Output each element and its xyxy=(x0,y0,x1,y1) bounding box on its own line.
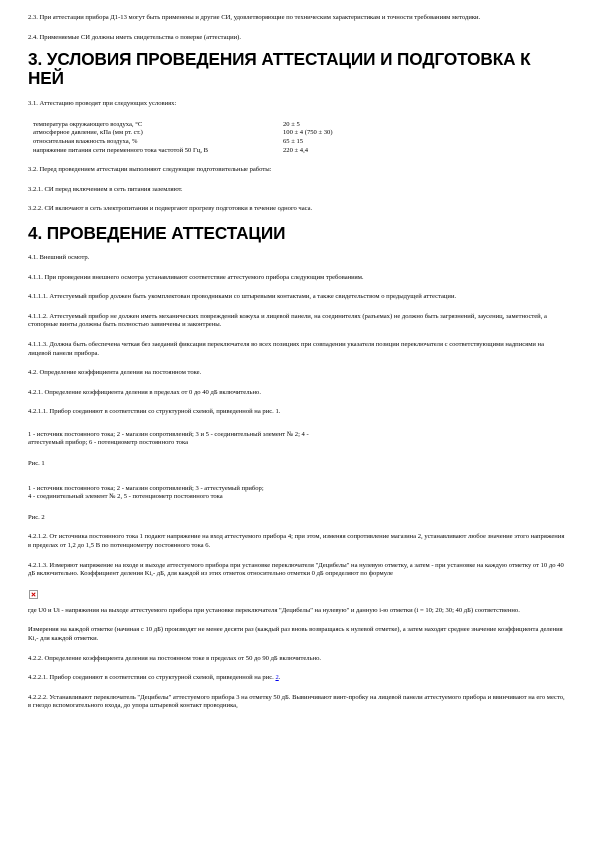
figure-2-legend-line-1: 1 - источник постоянного тока; 2 - магазин сопротивлений; 3 - аттестуемый прибор; xyxy=(28,484,264,492)
paragraph-4-1-1-1: 4.1.1.1. Аттестуемый прибор должен быть укомплектован проводниками со штыревыми контактами, а также свидетельством о предыдущей аттестации. xyxy=(28,293,457,301)
paragraph-2-3: 2.3. При аттестации прибора Д1-13 могут быть применены и другие СИ, удовлетворяющие по техническим характеристикам и точности требованиям методики. xyxy=(28,14,481,21)
table-row xyxy=(33,138,333,147)
paragraph-4-2: 4.2. Определение коэффициента деления на постоянном токе. xyxy=(28,369,202,377)
condition-value: 65 ± 15 xyxy=(283,137,304,145)
section-3-heading: 3. УСЛОВИЯ ПРОВЕДЕНИЯ АТТЕСТАЦИИ И ПОДГОТОВКА К НЕЙ xyxy=(28,49,531,89)
condition-name: относительная влажность воздуха, % xyxy=(33,137,138,145)
paragraph-4-2-1-2: 4.2.1.2. От источника постоянного тока 1 подают напряжение на вход аттестуемого прибора 4; при этом, изменяя сопротивление магазина 2, устанавливают любое значение этого напряжения в пределах от 1,2 до 1,5 В по потенциометру постоянного тока 6. xyxy=(28,533,565,550)
figure-2-caption: Рис. 2 xyxy=(28,513,45,521)
table-row xyxy=(33,129,333,138)
paragraph-4-1-1-3: 4.1.1.3. Должна быть обеспечена четкая без заеданий фиксация переключателя во всех позициях при совпадении указателя позиции переключателя с соответствующими надписями на лицевой панели прибора. xyxy=(28,340,544,357)
condition-name: температура окружающего воздуха, °С xyxy=(33,120,143,128)
condition-value: 220 ± 4,4 xyxy=(283,146,309,154)
formula-broken-image xyxy=(28,586,568,598)
paragraph-4-2-1: 4.2.1. Определение коэффициента деления в пределах от 0 до 40 дБ включительно. xyxy=(28,388,261,396)
table-row xyxy=(33,147,333,156)
paragraph-4-2-2-1 xyxy=(28,674,568,683)
table-row xyxy=(33,121,333,130)
paragraph-4-2-2: 4.2.2. Определение коэффициента деления на постоянном токе в пределах от 50 до 90 дБ включительно. xyxy=(28,654,322,662)
section-4-heading: 4. ПРОВЕДЕНИЕ АТТЕСТАЦИИ xyxy=(28,222,286,243)
broken-image-icon xyxy=(29,590,38,599)
paragraph-4-2-2-2: 4.2.2.2. Устанавливают переключатель "Децибелы" аттестуемого прибора 3 на отметку 50 дБ. Вывинчивают винт-пробку на лицевой панели аттестуемого прибора и ввинчивают на его место, в гнездо вспомогательного входа, до упора штыревой контакт проводника, xyxy=(28,693,565,710)
condition-value: 20 ± 5 xyxy=(283,120,300,128)
paragraph-4-1-1-2: 4.1.1.2. Аттестуемый прибор не должен иметь механических повреждений кожуха и лицевой панели, на соединителях (разъемах) не должно быть загрязнений, заусениц, заметностей, а стопорные винты должны быть полностью завинчены и законтрены. xyxy=(28,312,547,329)
paragraph-4-2-1-1: 4.2.1.1. Прибор соединяют в соответствии со структурной схемой, приведенной на рис. 1. xyxy=(28,408,281,416)
condition-name: атмосферное давление, кПа (мм рт. ст.) xyxy=(33,129,143,137)
paragraph-measurements: Измерения на каждой отметке (начиная с 10 дБ) производят не менее десяти раз (каждый раз вновь возвращаясь к нулевой отметке), а затем находят среднее значение коэффициента деления Ki,- для каждой отметки. xyxy=(28,626,563,642)
document-page xyxy=(28,14,568,711)
conditions-table xyxy=(33,121,333,155)
paragraph-4-2-2-1-text: 4.2.2.1. Прибор соединяют в соответствии со структурной схемой, приведенной на рис. xyxy=(28,674,276,682)
paragraph-3-1: 3.1. Аттестацию проводят при следующих условиях: xyxy=(28,100,177,108)
figure-2-legend-line-2: 4 - соединительный элемент № 2, 5 - потенциометр постоянного тока xyxy=(28,493,223,501)
condition-name: напряжение питания сети переменного тока частотой 50 Гц, В xyxy=(33,146,209,154)
paragraph-4-2-2-1-end: . xyxy=(278,674,281,682)
paragraph-4-1: 4.1. Внешний осмотр. xyxy=(28,253,90,261)
paragraph-3-2-1: 3.2.1. СИ перед включением в сеть питания заземляют. xyxy=(28,185,183,193)
figure-1-caption: Рис. 1 xyxy=(28,460,45,468)
figure-2-link[interactable]: 2 xyxy=(275,674,279,682)
paragraph-3-2-2: 3.2.2. СИ включают в сеть электропитания и подвергают прогреву подготовки в течение одного часа. xyxy=(28,205,313,213)
paragraph-4-1-1: 4.1.1. При проведении внешнего осмотра устанавливают соответствие аттестуемого прибора следующим требованиям. xyxy=(28,273,364,281)
formula-note: где U0 и Ui - напряжения на выходе аттестуемого прибора при установке переключателя "Децибелы" на нулевую" и данную i-ю отметки (i = 10; 20; 30; 40 дБ) соответственно. xyxy=(28,606,520,614)
condition-value: 100 ± 4 (750 ± 30) xyxy=(283,129,333,137)
paragraph-4-2-1-3: 4.2.1.3. Измеряют напряжение на входе и выходе аттестуемого прибора при установке переключателя "Децибелы" на нулевую отметку, а затем - при установке на каждую отметку от 10 до 40 дБ включительно. Коэффициент деления Ki,- дБ, для каждой из этих отметок относительно отметки 0 дБ определяют по формуле xyxy=(28,561,564,578)
figure-1-legend: 1 - источник постоянного тока; 2 - магазин сопротивлений; 3 и 5 - соединительный элемент № 2; 4 - аттестуемый прибор; 6 - потенциометр постоянного тока xyxy=(28,430,309,447)
paragraph-2-4: 2.4. Применяемые СИ должны иметь свидетельства о поверке (аттестации). xyxy=(28,33,241,41)
paragraph-3-2: 3.2. Перед проведением аттестации выполняют следующие подготовительные работы: xyxy=(28,166,272,174)
